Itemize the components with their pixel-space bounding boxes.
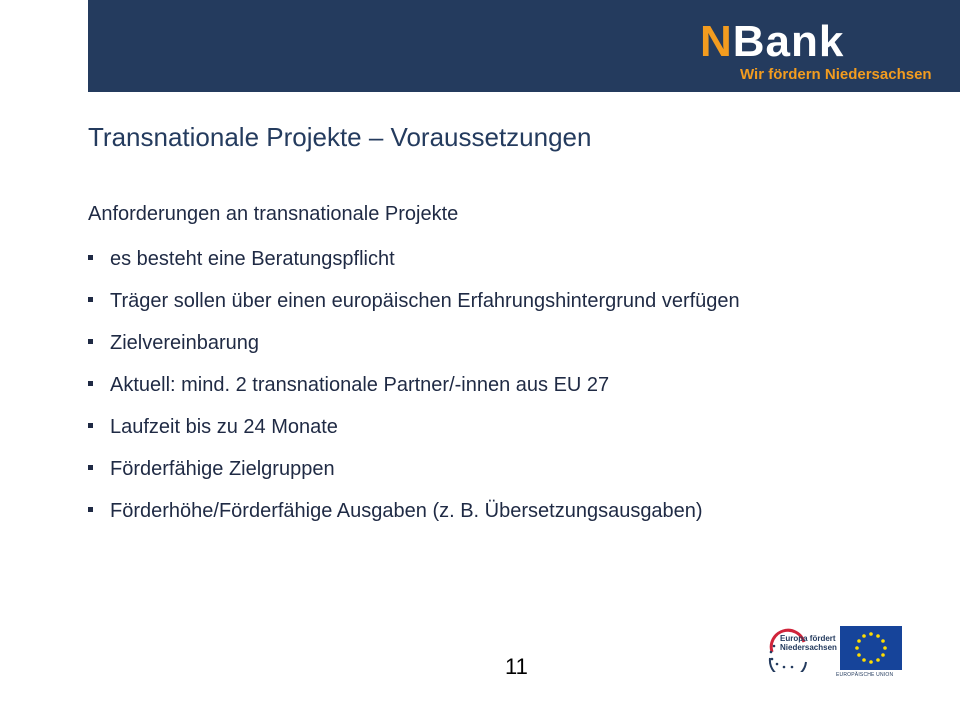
bullet-text: Förderhöhe/Förderfähige Ausgaben (z. B. Übersetzungsausgaben) bbox=[110, 500, 703, 522]
bullet-square-icon bbox=[88, 339, 93, 344]
eu-flag-icon bbox=[840, 626, 902, 670]
bullet-text: Aktuell: mind. 2 transnationale Partner/-innen aus EU 27 bbox=[110, 374, 610, 396]
eu-stars-icon bbox=[840, 626, 902, 670]
nds-logo-line1: Europa fördert bbox=[780, 634, 836, 643]
page-number: 11 bbox=[505, 654, 528, 679]
bullet-text: Förderfähige Zielgruppen bbox=[110, 458, 335, 480]
eu-caption: EUROPÄISCHE UNION bbox=[836, 672, 894, 678]
bullet-text: Zielvereinbarung bbox=[110, 332, 259, 354]
nds-logo-text bbox=[780, 634, 837, 652]
bullet-square-icon bbox=[88, 507, 93, 512]
bullet-square-icon bbox=[88, 381, 93, 386]
europa-foerdert-niedersachsen-logo bbox=[766, 628, 836, 672]
nbank-logo-bank: Bank bbox=[732, 17, 845, 66]
nds-logo-line2: Niedersachsen bbox=[780, 643, 837, 652]
bullet-text: Träger sollen über einen europäischen Erfahrungshintergrund verfügen bbox=[110, 290, 740, 312]
bullet-square-icon bbox=[88, 423, 93, 428]
slide-subtitle: Anforderungen an transnationale Projekte bbox=[88, 203, 459, 225]
nbank-logo bbox=[700, 17, 932, 86]
bullet-text: es besteht eine Beratungspflicht bbox=[110, 248, 395, 270]
nbank-logo-wordmark bbox=[700, 17, 845, 66]
nbank-logo-n: N bbox=[700, 17, 733, 66]
bullet-text: Laufzeit bis zu 24 Monate bbox=[110, 416, 338, 438]
slide-title: Transnationale Projekte – Voraussetzungen bbox=[88, 122, 592, 152]
nbank-logo-tagline: Wir fördern Niedersachsen bbox=[740, 66, 932, 83]
bullet-square-icon bbox=[88, 465, 93, 470]
footer-logos bbox=[760, 620, 910, 682]
bullet-square-icon bbox=[88, 297, 93, 302]
bullet-square-icon bbox=[88, 255, 93, 260]
